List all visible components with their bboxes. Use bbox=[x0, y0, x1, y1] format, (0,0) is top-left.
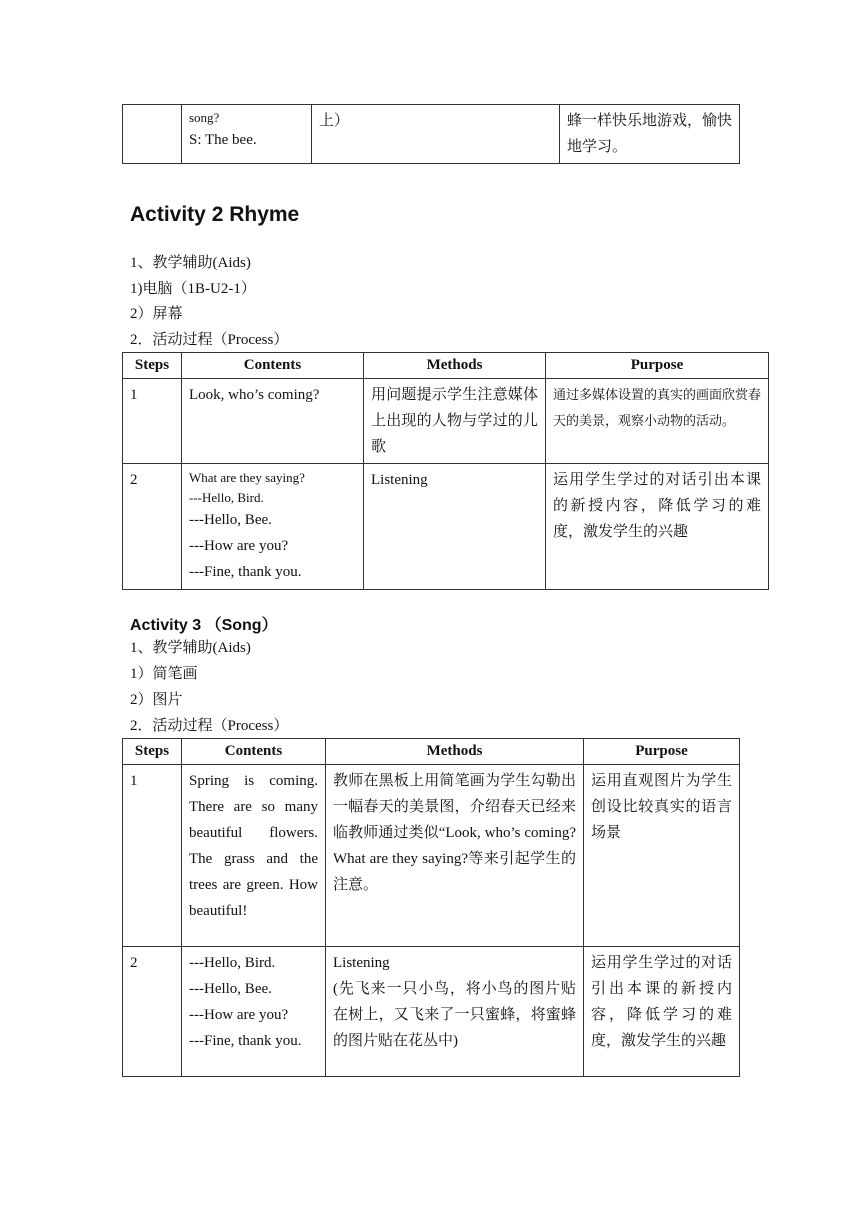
process-label: 2．活动过程（Process） bbox=[130, 332, 289, 348]
steps-cell: 2 bbox=[123, 947, 182, 1077]
table-row bbox=[123, 765, 740, 947]
purpose-cell: 运用直观图片为学生创设比较真实的语言场景 bbox=[584, 765, 740, 947]
methods-cell: 上） bbox=[312, 105, 560, 164]
aids-label: 1、教学辅助(Aids) bbox=[130, 255, 251, 271]
purpose-cell: 运用学生学过的对话引出本课的新授内容，降低学习的难度，激发学生的兴趣 bbox=[546, 464, 769, 590]
activity3-table bbox=[122, 738, 740, 1077]
contents-cell bbox=[182, 464, 364, 590]
purpose-cell: 蜂一样快乐地游戏，愉快地学习。 bbox=[560, 105, 740, 164]
contents-line: song? bbox=[189, 110, 220, 125]
header-methods: Methods bbox=[364, 353, 546, 379]
methods-cell: 教师在黑板上用简笔画为学生勾勒出一幅春天的美景图，介绍春天已经来临教师通过类似“Look, who’s coming? What are they saying?等来引起学生的注意。 bbox=[326, 765, 584, 947]
table-row bbox=[123, 379, 769, 464]
table-row bbox=[123, 105, 740, 164]
aids-label: 1、教学辅助(Aids) bbox=[130, 640, 251, 656]
contents-line: ---Hello, Bird. bbox=[189, 955, 276, 971]
contents-line: What are they saying? bbox=[189, 470, 305, 485]
contents-line: ---How are you? bbox=[189, 1007, 289, 1023]
table-row bbox=[123, 464, 769, 590]
contents-cell bbox=[182, 105, 312, 164]
top-table bbox=[122, 104, 740, 164]
contents-cell: Look, who’s coming? bbox=[182, 379, 364, 464]
activity2-title: Activity 2 Rhyme bbox=[130, 203, 300, 226]
header-purpose: Purpose bbox=[584, 739, 740, 765]
methods-cell: Listening bbox=[364, 464, 546, 590]
header-methods: Methods bbox=[326, 739, 584, 765]
aids-item: 2）屏幕 bbox=[130, 306, 183, 322]
contents-line: ---Hello, Bee. bbox=[189, 512, 272, 528]
activity3-title: Activity 3 （Song） bbox=[130, 617, 278, 634]
contents-line: ---Fine, thank you. bbox=[189, 1033, 302, 1049]
purpose-cell: 通过多媒体设置的真实的画面欣赏春天的美景，观察小动物的活动。 bbox=[546, 379, 769, 464]
header-row bbox=[123, 739, 740, 765]
table-row bbox=[123, 947, 740, 1077]
header-steps: Steps bbox=[123, 353, 182, 379]
contents-cell bbox=[182, 947, 326, 1077]
steps-cell: 1 bbox=[123, 379, 182, 464]
header-purpose: Purpose bbox=[546, 353, 769, 379]
methods-line: Listening bbox=[333, 955, 390, 971]
purpose-cell: 运用学生学过的对话引出本课的新授内容，降低学习的难度，激发学生的兴趣 bbox=[584, 947, 740, 1077]
methods-cell bbox=[326, 947, 584, 1077]
header-steps: Steps bbox=[123, 739, 182, 765]
contents-line: ---Hello, Bird. bbox=[189, 490, 264, 505]
process-label: 2．活动过程（Process） bbox=[130, 718, 289, 734]
methods-line: (先飞来一只小鸟，将小鸟的图片贴在树上，又飞来了一只蜜蜂，将蜜蜂的图片贴在花丛中) bbox=[333, 981, 576, 1049]
activity2-table bbox=[122, 352, 769, 590]
header-row bbox=[123, 353, 769, 379]
steps-cell: 2 bbox=[123, 464, 182, 590]
contents-line: ---How are you? bbox=[189, 538, 289, 554]
contents-line: S: The bee. bbox=[189, 132, 257, 148]
contents-cell: Spring is coming. There are so many beautiful flowers. The grass and the trees are green. How beautiful! bbox=[182, 765, 326, 947]
steps-cell bbox=[123, 105, 182, 164]
contents-line: ---Hello, Bee. bbox=[189, 981, 272, 997]
aids-item: 1）简笔画 bbox=[130, 666, 198, 682]
aids-item: 1)电脑（1B-U2-1） bbox=[130, 281, 256, 297]
header-contents: Contents bbox=[182, 739, 326, 765]
header-contents: Contents bbox=[182, 353, 364, 379]
contents-line: ---Fine, thank you. bbox=[189, 564, 302, 580]
aids-item: 2）图片 bbox=[130, 692, 183, 708]
methods-cell: 用问题提示学生注意媒体上出现的人物与学过的儿歌 bbox=[364, 379, 546, 464]
steps-cell: 1 bbox=[123, 765, 182, 947]
